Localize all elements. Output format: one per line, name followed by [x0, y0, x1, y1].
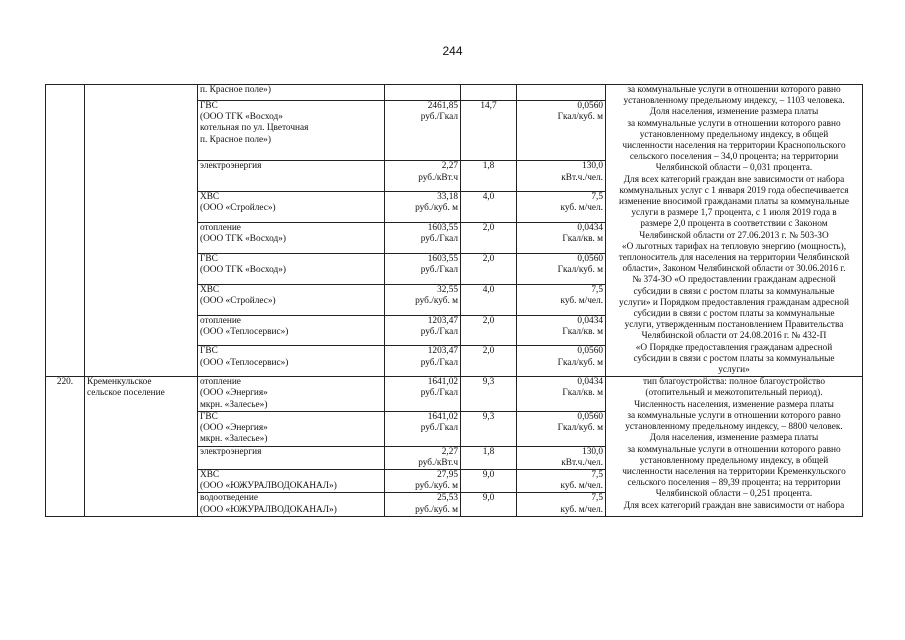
- growth-index-cell: 1,8: [461, 446, 517, 469]
- tariff-cell: 1641,02 руб./Гкал: [385, 411, 461, 446]
- norm-cell: 0,0560 Гкал/куб. м: [517, 411, 606, 446]
- settlement-name-cell: [85, 85, 198, 377]
- service-cell: ГВС (ООО ТГК «Восход»): [198, 253, 385, 284]
- tariff-cell: 2,27 руб./кВт.ч: [385, 446, 461, 469]
- norm-cell: 7,5 куб. м/чел.: [517, 192, 606, 223]
- service-cell: отопление (ООО «Энергия» мкрн. «Залесье»): [198, 377, 385, 412]
- service-cell: электроэнергия: [198, 161, 385, 192]
- tariff-cell: 2,27 руб./кВт.ч: [385, 161, 461, 192]
- growth-index-cell: 4,0: [461, 192, 517, 223]
- tariff-cell: 2461,85 руб./Гкал: [385, 101, 461, 161]
- norm-cell: 0,0560 Гкал/куб. м: [517, 346, 606, 377]
- growth-index-cell: 14,7: [461, 101, 517, 161]
- page-number: 244: [442, 44, 463, 58]
- tariff-cell: 1203,47 руб./Гкал: [385, 346, 461, 377]
- norm-cell: 0,0434 Гкал/кв. м: [517, 223, 606, 254]
- tariff-cell: [385, 85, 461, 101]
- notes-cell: за коммунальные услуги в отношении которого равно установленному предельному индексу, – 1103 человека. Доля населения, изменение размера платы за коммунальные услуги в отношении которого равно установленному предельному индексу, в общей численности населения на территории Краснопольского сельского поселения – 34,0 процента; на территории Челябинской области – 0,031 процента. Для всех категорий граждан вне зависимости от набора коммунальных услуг с 1 января 2019 года обеспечивается изменение вносимой гражданами платы за коммунальные услуги в размере 1,7 процента, с 1 июля 2019 года в размере 2,0 процента в соответствии с Законом Челябинской области от 27.06.2013 г. № 503-ЗО «О льготных тарифах на тепловую энергию (мощность), теплоноситель для населения на территории Челябинской области», Законом Челябинской области от 30.06.2016 г. № 374-ЗО «О предоставлении гражданам адресной субсидии в связи с ростом платы за коммунальные услуги» и Порядком предоставления гражданам адресной субсидии в связи с ростом платы за коммунальные услуги, утвержденным постановлением Правительства Челябинской области от 24.08.2016 г. № 432-П «О Порядке предоставления гражданам адресной субсидии в связи с ростом платы за коммунальные услуги»: [606, 85, 863, 377]
- norm-cell: [517, 85, 606, 101]
- norm-cell: 130,0 кВт.ч./чел.: [517, 446, 606, 469]
- tariff-cell: 1641,02 руб./Гкал: [385, 377, 461, 412]
- service-cell: ХВС (ООО «Стройлес»): [198, 192, 385, 223]
- norm-cell: 7,5 куб. м/чел.: [517, 493, 606, 516]
- growth-index-cell: 2,0: [461, 223, 517, 254]
- row-number-cell: [46, 85, 85, 377]
- growth-index-cell: 2,0: [461, 253, 517, 284]
- growth-index-cell: 9,0: [461, 469, 517, 492]
- norm-cell: 0,0560 Гкал/куб. м: [517, 253, 606, 284]
- service-cell: ГВС (ООО «Энергия» мкрн. «Залесье»): [198, 411, 385, 446]
- growth-index-cell: 9,0: [461, 493, 517, 516]
- service-cell: электроэнергия: [198, 446, 385, 469]
- service-cell: водоотведение (ООО «ЮЖУРАЛВОДОКАНАЛ»): [198, 493, 385, 516]
- service-cell: п. Красное поле»): [198, 85, 385, 101]
- tariff-cell: 25,53 руб./куб. м: [385, 493, 461, 516]
- tariff-cell: 27,95 руб./куб. м: [385, 469, 461, 492]
- norm-cell: 130,0 кВт.ч./чел.: [517, 161, 606, 192]
- growth-index-cell: 2,0: [461, 315, 517, 346]
- tariff-cell: 32,55 руб./куб. м: [385, 284, 461, 315]
- service-cell: ХВС (ООО «ЮЖУРАЛВОДОКАНАЛ»): [198, 469, 385, 492]
- tariff-cell: 33,18 руб./куб. м: [385, 192, 461, 223]
- growth-index-cell: [461, 85, 517, 101]
- service-cell: ХВС (ООО «Стройлес»): [198, 284, 385, 315]
- tariff-cell: 1203,47 руб./Гкал: [385, 315, 461, 346]
- tariff-cell: 1603,55 руб./Гкал: [385, 253, 461, 284]
- service-cell: отопление (ООО «Теплосервис»): [198, 315, 385, 346]
- growth-index-cell: 2,0: [461, 346, 517, 377]
- growth-index-cell: 9,3: [461, 411, 517, 446]
- norm-cell: 0,0434 Гкал/кв. м: [517, 315, 606, 346]
- service-cell: ГВС (ООО «Теплосервис»): [198, 346, 385, 377]
- service-cell: ГВС (ООО ТГК «Восход» котельная по ул. Цветочная п. Красное поле»): [198, 101, 385, 161]
- growth-index-cell: 9,3: [461, 377, 517, 412]
- norm-cell: 7,5 куб. м/чел.: [517, 469, 606, 492]
- service-cell: отопление (ООО ТГК «Восход»): [198, 223, 385, 254]
- row-number-cell: 220.: [46, 377, 85, 516]
- tariff-cell: 1603,55 руб./Гкал: [385, 223, 461, 254]
- settlement-name-cell: Кременкульское сельское поселение: [85, 377, 198, 516]
- table-row: [46, 377, 863, 412]
- norm-cell: 0,0434 Гкал/кв. м: [517, 377, 606, 412]
- table-row: [46, 85, 863, 101]
- notes-cell: тип благоустройства: полное благоустройство (отопительный и межотопительный период). Численность населения, изменение размера платы за коммунальные услуги в отношении которого равно установленному предельному индексу, – 8800 человек. Доля населения, изменение размера платы за коммунальные услуги в отношении которого равно установленному предельному индексу, в общей численности населения на территории Кременкульского сельского поселения – 89,39 процента; на территории Челябинской области – 0,251 процента. Для всех категорий граждан вне зависимости от набора: [606, 377, 863, 516]
- tariff-table: [45, 84, 863, 517]
- growth-index-cell: 4,0: [461, 284, 517, 315]
- norm-cell: 7,5 куб. м/чел.: [517, 284, 606, 315]
- norm-cell: 0,0560 Гкал/куб. м: [517, 101, 606, 161]
- growth-index-cell: 1,8: [461, 161, 517, 192]
